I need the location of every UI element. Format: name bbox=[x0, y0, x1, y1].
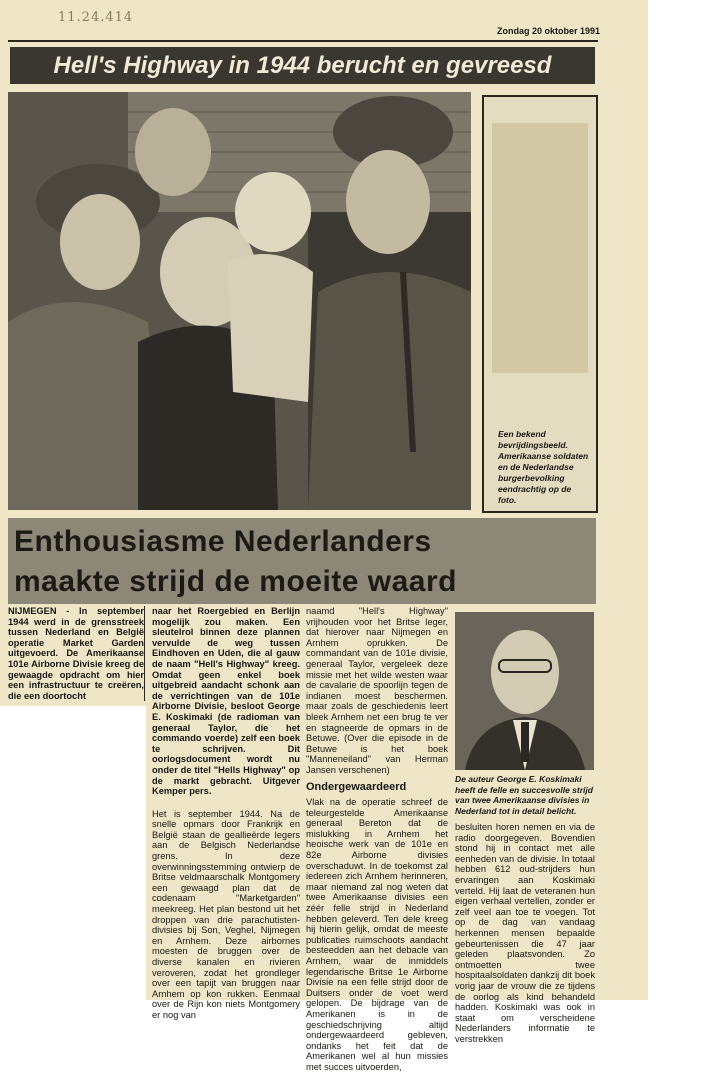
handwritten-note: 11.24.414 bbox=[58, 10, 134, 25]
author-portrait-illustration bbox=[455, 612, 594, 770]
article-column-4: besluiten horen nemen en via de radio doorgegeven. Bovendien stond hij in contact met alle eenheden van de divisie. In totaal hebben 612 oud-strijders hun ervaringen aan Koskimaki verteld. Hij laat de veteranen hun eigen verhaal vertellen, zonder er zelf veel aan toe te voegen. Tot op de dag van vandaag herkennen mensen bepaalde gebeurtenissen die 47 jaar geleden plaatsvonden. Zo ontmoetten twee hospitaalsoldaten dankzij dit boek vorig jaar de vrouw die ze tijdens de oorlog als kind behandeld hadden. Koskimaki was ook in staat om verscheidene Nederlanders informatie te verstrekken bbox=[455, 822, 595, 1044]
column-3-body: Vlak na de operatie schreef de teleurgestelde Amerikaanse generaal Bereton dat de mislukking in Arnhem het heoische werk van de 101e en 82e Airborne divisies overschaduwt. In de toekomst zal iedereen zich Arnhem herinneren, maar niemand zal nog weten dat twee Amerikaanse divisies een zéér felle strijd in Nederland hebben geleverd. Ten dele kreeg hij hierin gelijk, omdat de meeste publicaties ruimschoots aandacht besteedden aan het debacle van Arnhem, waar de inmiddels legendarische Britse 1e Airborne Divisie na een felle strijd door de Duitsers onder de voet werd gelopen. De bijdrage van de Amerikanen is in de geschiedschrijving altijd ondergewaardeerd gebleven, ondanks het feit dat de Amerikanen wel al hun missies met succes uitvoerden, bbox=[306, 797, 448, 1072]
scan-margin bbox=[648, 0, 706, 1000]
column-2-body: Het is september 1944. Na de snelle opmars door Frankrijk en België staan de geallieërde legers aan de Belgisch Nederlandse grens. In deze overwinningsstemming ontwierp de Britse veldmaarschalk Montgomery een gewaagd plan dat de codenaam "Marketgarden" meekreeg. Het plan bestond uit het droppen van drie parachutisten-divisies bij Son, Veghel, Nijmegen en Arnhem. Deze airbornes moesten de bruggen over de diverse kanalen en rivieren veroveren, zodat het grondleger over een tapijt van bruggen naar Arnhem op kon rukken. Eenmaal over de Rijn kon niets Montgomery er nog van bbox=[152, 808, 300, 1020]
photo-caption: Een bekend bevrijdingsbeeld. Amerikaanse soldaten en de Nederlandse burgerbevolking eendrachtig op de foto. bbox=[498, 429, 589, 505]
top-rule bbox=[8, 40, 598, 42]
liberation-photo bbox=[8, 92, 471, 510]
article-column-1: NIJMEGEN - In september 1944 werd in de grensstreek tussen Nederland en België operatie Market Garden uitgevoerd. De Amerikaanse 101e Airborne Divisie kreeg de gewaagde opdracht om hier een infrastructuur te creëren, die een doortocht bbox=[8, 606, 144, 701]
portrait-caption: De auteur George E. Koskimaki heeft de felle en succesvolle strijd van twee Amerikaanse divisies in Nederland tot in detail belicht. bbox=[455, 774, 593, 816]
article-column-3 bbox=[306, 606, 448, 1073]
headline-line-1: Enthousiasme Nederlanders bbox=[14, 525, 432, 558]
issue-date: Zondag 20 oktober 1991 bbox=[496, 26, 600, 36]
column-3-top: naamd "Hell's Highway" vrijhouden voor het Britse leger, dat hierover naar Nijmegen en Arnhem oprukken. De commandant van de 101e divisie, generaal Taylor, vergeleek deze missie met het wilde westen waar de cavalarie de spoorlijn tegen de indianen moest beschermen. maar zoals de geschiedenis leert bleek Arnhem net een brug te ver en stagneerde de opmars in de Betuwe. (Over die episode in de Betuwe is het boek "Manneneiland" van Herman Jansen verschenen) bbox=[306, 606, 448, 775]
subheading: Ondergewaardeerd bbox=[306, 780, 407, 793]
article-column-2 bbox=[152, 606, 300, 1021]
caption-box-shade bbox=[492, 123, 588, 373]
clipping-cutout bbox=[0, 706, 146, 1000]
headline bbox=[14, 522, 594, 602]
column-2-intro: naar het Roergebied en Berlijn mogelijk zou maken. Een sleutelrol binnen deze plannen vervulde de weg tussen Eindhoven en Uden, die al gauw de naam "Hell's Highway" kreeg. Omdat geen enkel boek uitgebreid aandacht schonk aan de verrichtingen van de 101e Airborne Divisie, besloot George E. Koskimaki (de radioman van generaal Taylor, die het commando voerde) zelf een boek te schrijven. Dit oorlogsdocument wordt nu onder de titel "Hells Highway" op de markt gebracht. Uitgever Kemper pers. bbox=[152, 606, 300, 797]
column-divider bbox=[144, 606, 145, 701]
photo-caption-box bbox=[482, 95, 598, 513]
liberation-photo-illustration bbox=[8, 92, 471, 510]
headline-line-2: maakte strijd de moeite waard bbox=[14, 565, 457, 598]
banner-title: Hell's Highway in 1944 berucht en gevreesd bbox=[10, 47, 595, 84]
author-portrait bbox=[455, 612, 594, 770]
